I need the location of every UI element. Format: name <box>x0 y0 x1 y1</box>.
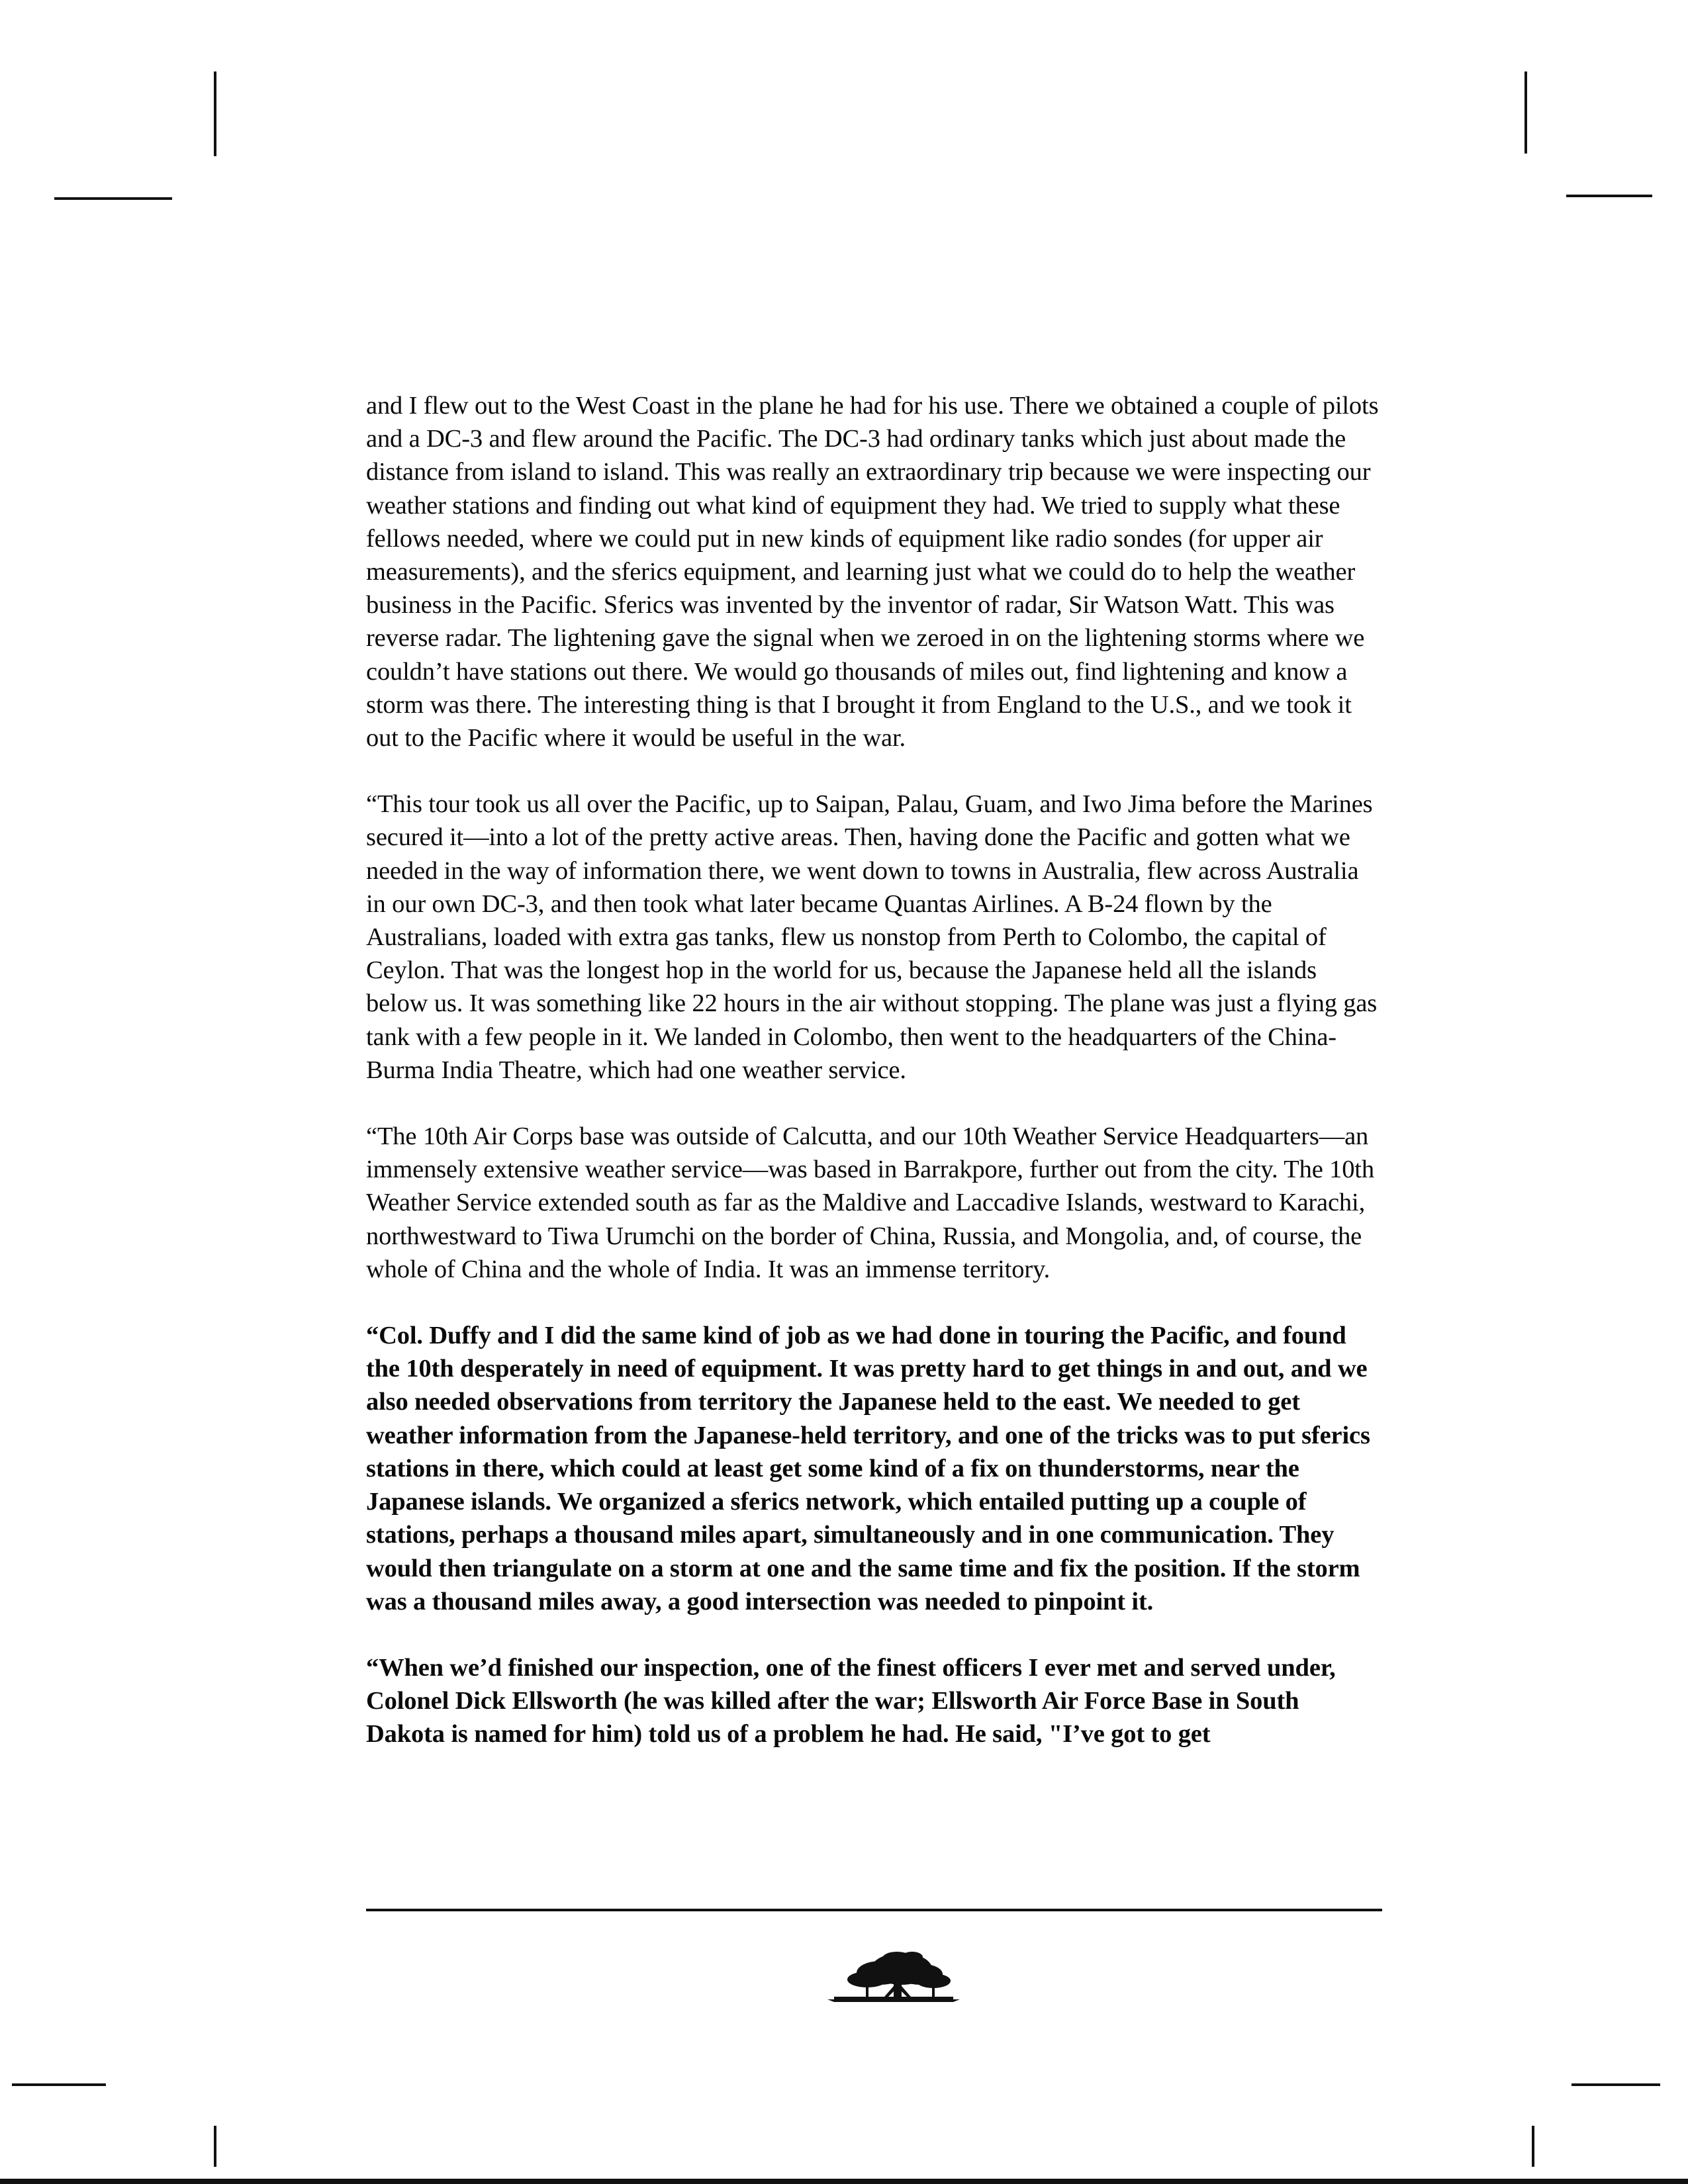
paragraph-5: “When we’d finished our inspection, one of the finest officers I ever met and served under, Colonel Dick Ellsworth (he was killed after the war; Ellsworth Air Force Base in South Dakota is named for him) told us of a problem he had. He said, "I’ve got to get <box>366 1653 1336 1749</box>
footer-rule <box>366 1909 1382 1911</box>
crop-mark-top-left-vertical <box>214 71 216 156</box>
crop-mark-top-right-horizontal <box>1566 195 1652 197</box>
crop-mark-bottom-left-vertical <box>214 2126 216 2167</box>
crop-mark-bottom-right-horizontal <box>1571 2083 1660 2086</box>
paragraph-2: “This tour took us all over the Pacific, up to Saipan, Palau, Guam, and Iwo Jima before the Marines secured it—into a lot of the pretty active areas. Then, having done the Pacific and gotten what we needed in the way of information there, we went down to towns in Australia, flew across Australia in our own DC-3, and then took what later became Quantas Airlines. A B-24 flown by the Australians, loaded with extra gas tanks, flew us nonstop from Perth to Colombo, the capital of Ceylon. That was the longest hop in the world for us, because the Japanese held all the islands below us. It was something like 22 hours in the air without stopping. The plane was just a flying gas tank with a few people in it. We landed in Colombo, then went to the headquarters of the China-Burma India Theatre, which had one weather service. <box>366 790 1378 1084</box>
crop-mark-bottom-right-vertical <box>1532 2126 1534 2167</box>
paragraph-4: “Col. Duffy and I did the same kind of job as we had done in touring the Pacific, and found the 10th desperately in need of equipment. It was pretty hard to get things in and out, and we also needed observations from territory the Japanese held to the east. We needed to get weather information from the Japanese-held territory, and one of the tricks was to put sferics stations in there, which could at least get some kind of a fix on thunderstorms, near the Japanese islands. We organized a sferics network, which entailed putting up a couple of stations, perhaps a thousand miles apart, simultaneously and in one communication. They would then triangulate on a storm at one and the same time and fix the position. If the storm was a thousand miles away, a good intersection was needed to pinpoint it. <box>366 1322 1370 1615</box>
crop-mark-top-left-horizontal <box>54 197 172 200</box>
paragraph-3: “The 10th Air Corps base was outside of Calcutta, and our 10th Weather Service Headquarters—an immensely extensive weather service—was based in Barrakpore, further out from the city. The 10th Weather Service extended south as far as the Maldive and Laccadive Islands, westward to Karachi, northwestward to Tiwa Urumchi on the border of China, Russia, and Mongolia, and, of course, the whole of China and the whole of India. It was an immense territory. <box>366 1122 1374 1283</box>
paragraph-1: and I flew out to the West Coast in the plane he had for his use. There we obtained a couple of pilots and a DC-3 and flew around the Pacific. The DC-3 had ordinary tanks which just about made the distance from island to island. This was really an extraordinary trip because we were inspecting our weather stations and finding out what kind of equipment they had. We tried to supply what these fellows needed, where we could put in new kinds of equipment like radio sondes (for upper air measurements), and the sferics equipment, and learning just what we could do to help the weather business in the Pacific. Sferics was invented by the inventor of radar, Sir Watson Watt. This was reverse radar. The lightening gave the signal when we zeroed in on the lightening storms where we couldn’t have stations out there. We would go thousands of miles out, find lightening and know a storm was there. The interesting thing is that I brought it from England to the U.S., and we took it out to the Pacific where it would be useful in the war. <box>366 392 1379 752</box>
crop-mark-top-right-vertical <box>1524 71 1527 154</box>
page-bottom-edge <box>0 2179 1688 2184</box>
crop-mark-bottom-left-horizontal <box>12 2083 106 2086</box>
tree-logo-icon <box>827 1949 960 2002</box>
body-text <box>366 389 1382 1751</box>
